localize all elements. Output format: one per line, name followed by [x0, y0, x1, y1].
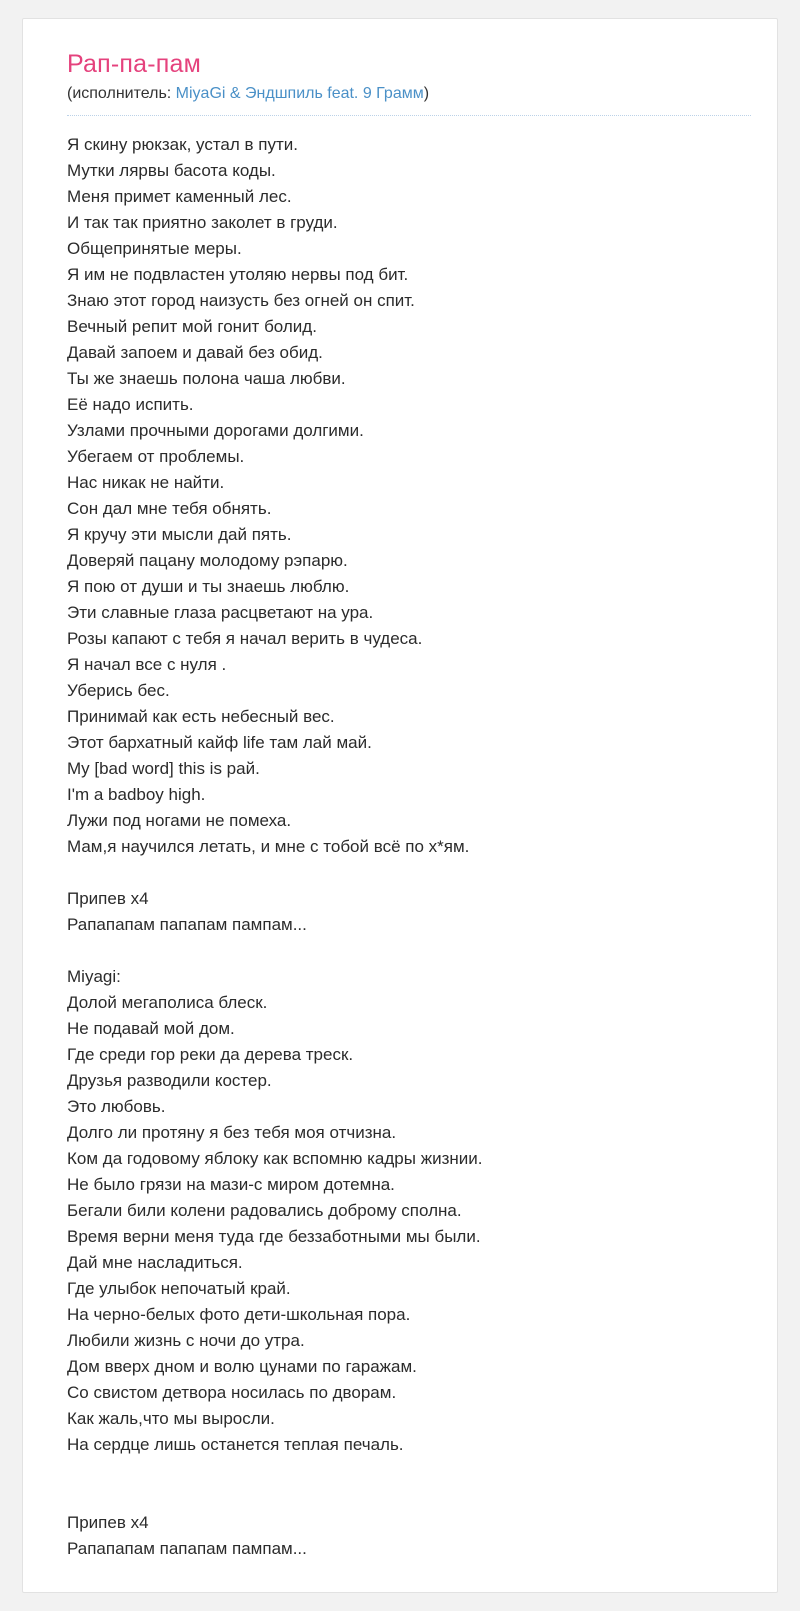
- lyrics-line: Я кручу эти мысли дай пять.: [67, 525, 292, 544]
- lyrics-line: Сон дал мне тебя обнять.: [67, 499, 272, 518]
- lyrics-line: Я начал все с нуля .: [67, 655, 227, 674]
- lyrics-line: Я скину рюкзак, устал в пути.: [67, 135, 298, 154]
- lyrics-line: Рапапапам папапам пампам...: [67, 1539, 307, 1558]
- lyrics-line: Где улыбок непочатый край.: [67, 1279, 291, 1298]
- lyrics-line: Дай мне насладиться.: [67, 1253, 243, 1272]
- lyrics-line: Как жаль,что мы выросли.: [67, 1409, 275, 1428]
- lyrics-card: [22, 18, 778, 1593]
- lyrics-line: Эти славные глаза расцветают на ура.: [67, 603, 374, 622]
- lyrics-line: Нас никак не найти.: [67, 473, 225, 492]
- lyrics-line: На черно-белых фото дети-школьная пора.: [67, 1305, 411, 1324]
- lyrics-line: Это любовь.: [67, 1097, 166, 1116]
- lyrics-line: Доверяй пацану молодому рэпарю.: [67, 551, 348, 570]
- lyrics-line: Мутки лярвы басота коды.: [67, 161, 276, 180]
- lyrics-blank-line: [67, 1458, 751, 1484]
- lyrics-line: Где среди гор реки да дерева треск.: [67, 1045, 354, 1064]
- lyrics-line: Друзья разводили костер.: [67, 1071, 272, 1090]
- lyrics-line: I'm a badboy high.: [67, 785, 206, 804]
- lyrics-line: Время верни меня туда где беззаботными мы были.: [67, 1227, 481, 1246]
- lyrics-line: Лужи под ногами не помеха.: [67, 811, 292, 830]
- performer-prefix-label: (исполнитель:: [67, 85, 172, 102]
- lyrics-text: [67, 132, 751, 1562]
- lyrics-line: Розы капают с тебя я начал верить в чудеса.: [67, 629, 423, 648]
- lyrics-blank-line: [67, 1484, 751, 1510]
- lyrics-line: Общепринятые меры.: [67, 239, 242, 258]
- lyrics-line: Её надо испить.: [67, 395, 194, 414]
- lyrics-line: Я им не подвластен утоляю нервы под бит.: [67, 265, 409, 284]
- lyrics-line: Дом вверх дном и волю цунами по гаражам.: [67, 1357, 417, 1376]
- lyrics-line: И так так приятно заколет в груди.: [67, 213, 338, 232]
- lyrics-line: Меня примет каменный лес.: [67, 187, 292, 206]
- lyrics-line: Уберись бес.: [67, 681, 170, 700]
- lyrics-line: My [bad word] this is рай.: [67, 759, 260, 778]
- lyrics-line: Этот бархатный кайф life там лай май.: [67, 733, 372, 752]
- lyrics-line: Вечный репит мой гонит болид.: [67, 317, 317, 336]
- lyrics-line: Любили жизнь с ночи до утра.: [67, 1331, 305, 1350]
- lyrics-line: Принимай как есть небесный вес.: [67, 707, 335, 726]
- lyrics-line: Miyagi:: [67, 967, 121, 986]
- lyrics-line: Ком да годовому яблоку как вспомню кадры жизнии.: [67, 1149, 483, 1168]
- lyrics-line: Бегали били колени радовались доброму сполна.: [67, 1201, 462, 1220]
- lyrics-line: Узлами прочными дорогами долгими.: [67, 421, 364, 440]
- lyrics-line: Давай запоем и давай без обид.: [67, 343, 323, 362]
- lyrics-line: Не было грязи на мази-с миром дотемна.: [67, 1175, 395, 1194]
- lyrics-line: Мам,я научился летать, и мне с тобой всё по х*ям.: [67, 837, 470, 856]
- lyrics-blank-line: [67, 938, 751, 964]
- lyrics-line: На сердце лишь останется теплая печаль.: [67, 1435, 404, 1454]
- page-title: Рап-па-пам: [67, 50, 202, 78]
- lyrics-line: Долго ли протяну я без тебя моя отчизна.: [67, 1123, 397, 1142]
- lyrics-line: Я пою от души и ты знаешь люблю.: [67, 577, 350, 596]
- lyrics-line: Рапапапам папапам пампам...: [67, 915, 307, 934]
- performer-suffix-label: ): [423, 85, 430, 102]
- lyrics-line: Припев х4: [67, 889, 149, 908]
- lyrics-line: Знаю этот город наизусть без огней он спит.: [67, 291, 415, 310]
- lyrics-line: Не подавай мой дом.: [67, 1019, 235, 1038]
- lyrics-blank-line: [67, 860, 751, 886]
- performer-link[interactable]: MiyaGi & Эндшпиль feat. 9 Грамм: [175, 85, 424, 102]
- lyrics-line: Долой мегаполиса блеск.: [67, 993, 268, 1012]
- lyrics-line: Ты же знаешь полона чаша любви.: [67, 369, 346, 388]
- lyrics-line: Убегаем от проблемы.: [67, 447, 245, 466]
- lyrics-line: Со свистом детвора носилась по дворам.: [67, 1383, 397, 1402]
- lyrics-line: Припев х4: [67, 1513, 149, 1532]
- performer-line: [67, 85, 751, 116]
